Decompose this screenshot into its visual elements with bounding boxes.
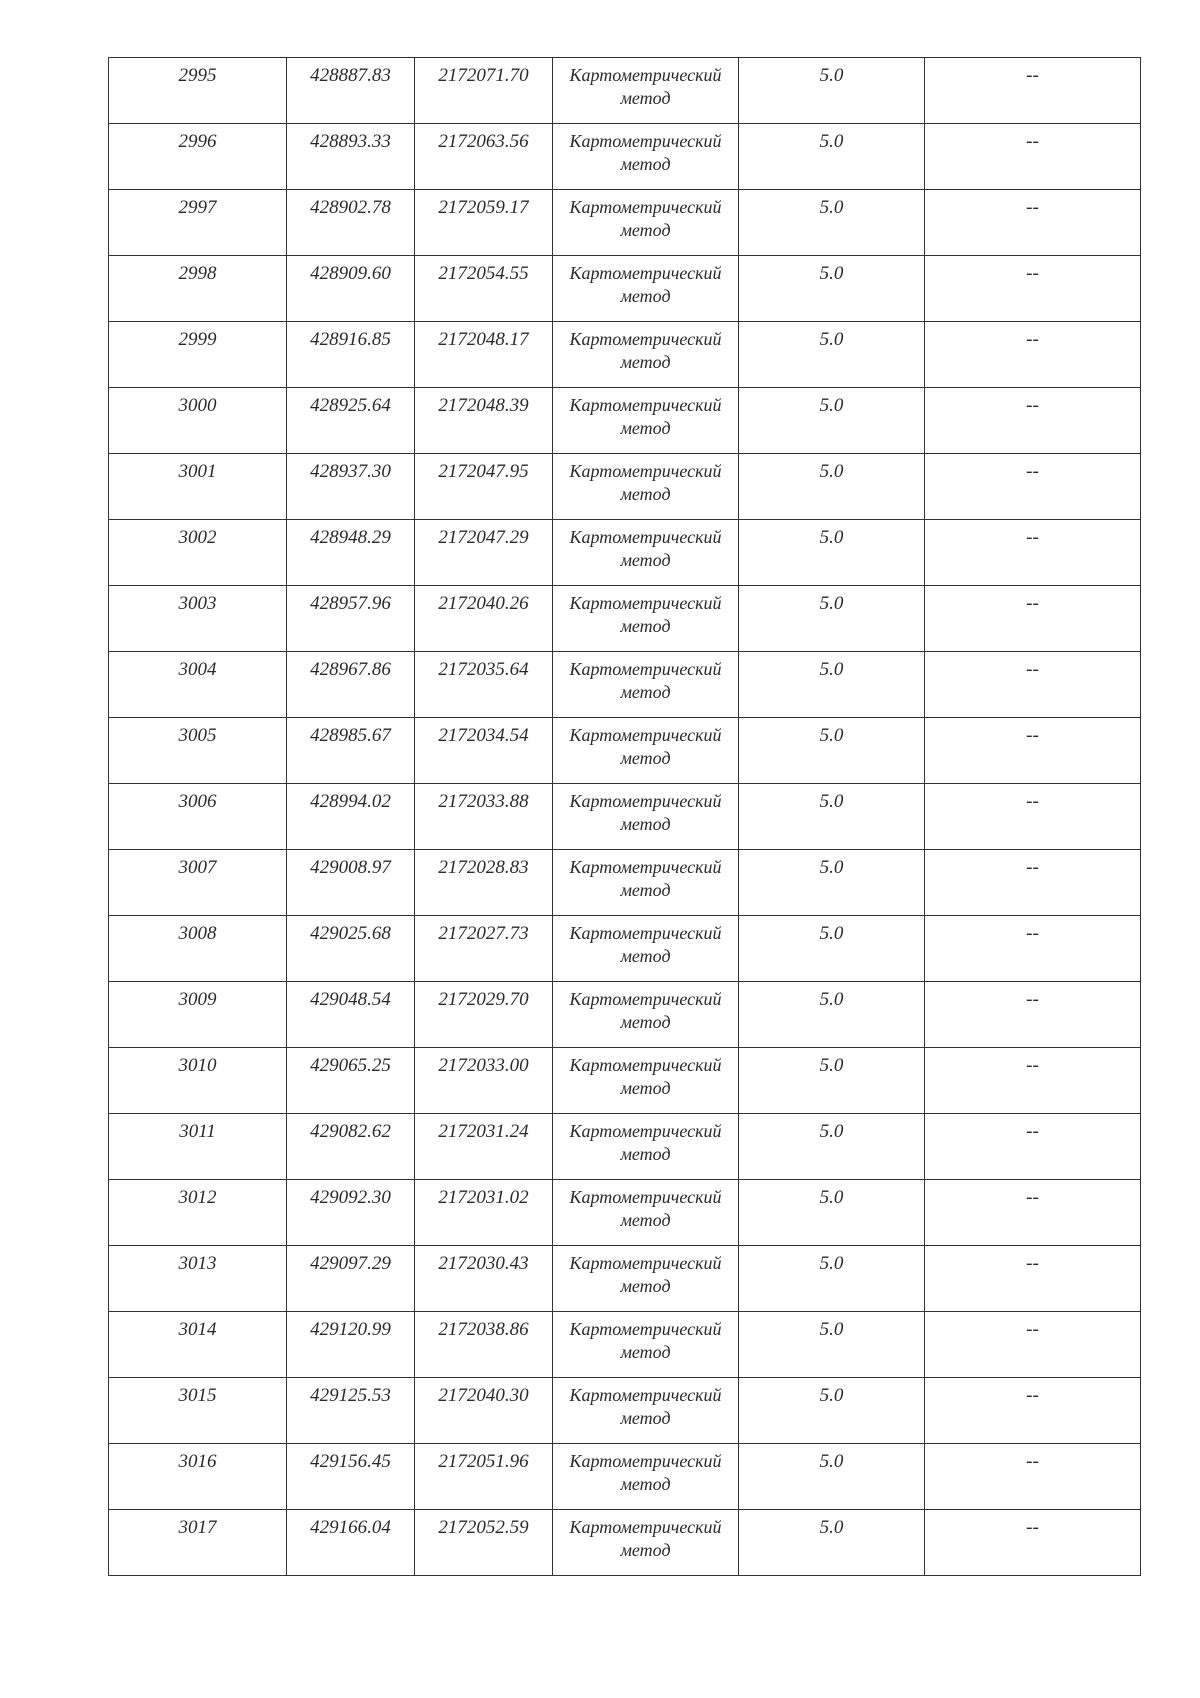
point-number-cell: 3005 (109, 718, 287, 784)
note-cell: -- (925, 586, 1141, 652)
accuracy-cell: 5.0 (739, 784, 925, 850)
x-coordinate-cell: 428916.85 (287, 322, 415, 388)
note-cell: -- (925, 1378, 1141, 1444)
y-coordinate-cell: 2172027.73 (415, 916, 553, 982)
table-row (109, 850, 1141, 916)
table-row (109, 718, 1141, 784)
table-row (109, 190, 1141, 256)
point-number-cell: 3001 (109, 454, 287, 520)
table-row (109, 1312, 1141, 1378)
point-number-cell: 3010 (109, 1048, 287, 1114)
note-cell: -- (925, 520, 1141, 586)
x-coordinate-cell: 429125.53 (287, 1378, 415, 1444)
x-coordinate-cell: 429048.54 (287, 982, 415, 1048)
method-cell: Картометрический метод (553, 718, 739, 784)
y-coordinate-cell: 2172033.88 (415, 784, 553, 850)
y-coordinate-cell: 2172071.70 (415, 58, 553, 124)
x-coordinate-cell: 429065.25 (287, 1048, 415, 1114)
note-cell: -- (925, 124, 1141, 190)
method-cell: Картометрический метод (553, 1048, 739, 1114)
accuracy-cell: 5.0 (739, 520, 925, 586)
table-row (109, 1378, 1141, 1444)
y-coordinate-cell: 2172035.64 (415, 652, 553, 718)
method-cell: Картометрический метод (553, 322, 739, 388)
point-number-cell: 3017 (109, 1510, 287, 1576)
point-number-cell: 3002 (109, 520, 287, 586)
y-coordinate-cell: 2172047.29 (415, 520, 553, 586)
x-coordinate-cell: 428994.02 (287, 784, 415, 850)
table-row (109, 388, 1141, 454)
method-cell: Картометрический метод (553, 124, 739, 190)
note-cell: -- (925, 1114, 1141, 1180)
x-coordinate-cell: 428967.86 (287, 652, 415, 718)
table-row (109, 520, 1141, 586)
y-coordinate-cell: 2172059.17 (415, 190, 553, 256)
accuracy-cell: 5.0 (739, 454, 925, 520)
point-number-cell: 2996 (109, 124, 287, 190)
table-row (109, 1510, 1141, 1576)
point-number-cell: 3011 (109, 1114, 287, 1180)
table-row (109, 916, 1141, 982)
method-cell: Картометрический метод (553, 916, 739, 982)
x-coordinate-cell: 428902.78 (287, 190, 415, 256)
method-cell: Картометрический метод (553, 1180, 739, 1246)
y-coordinate-cell: 2172030.43 (415, 1246, 553, 1312)
note-cell: -- (925, 58, 1141, 124)
y-coordinate-cell: 2172034.54 (415, 718, 553, 784)
x-coordinate-cell: 428948.29 (287, 520, 415, 586)
note-cell: -- (925, 1246, 1141, 1312)
y-coordinate-cell: 2172033.00 (415, 1048, 553, 1114)
method-cell: Картометрический метод (553, 388, 739, 454)
table-row (109, 1048, 1141, 1114)
method-cell: Картометрический метод (553, 586, 739, 652)
x-coordinate-cell: 428893.33 (287, 124, 415, 190)
accuracy-cell: 5.0 (739, 850, 925, 916)
method-cell: Картометрический метод (553, 1114, 739, 1180)
method-cell: Картометрический метод (553, 1510, 739, 1576)
y-coordinate-cell: 2172052.59 (415, 1510, 553, 1576)
x-coordinate-cell: 429120.99 (287, 1312, 415, 1378)
note-cell: -- (925, 190, 1141, 256)
note-cell: -- (925, 850, 1141, 916)
method-cell: Картометрический метод (553, 1444, 739, 1510)
accuracy-cell: 5.0 (739, 1444, 925, 1510)
table-row (109, 124, 1141, 190)
table-row (109, 58, 1141, 124)
point-number-cell: 3009 (109, 982, 287, 1048)
y-coordinate-cell: 2172040.30 (415, 1378, 553, 1444)
note-cell: -- (925, 982, 1141, 1048)
y-coordinate-cell: 2172038.86 (415, 1312, 553, 1378)
x-coordinate-cell: 428925.64 (287, 388, 415, 454)
x-coordinate-cell: 428909.60 (287, 256, 415, 322)
accuracy-cell: 5.0 (739, 190, 925, 256)
method-cell: Картометрический метод (553, 1378, 739, 1444)
x-coordinate-cell: 428937.30 (287, 454, 415, 520)
accuracy-cell: 5.0 (739, 916, 925, 982)
accuracy-cell: 5.0 (739, 124, 925, 190)
table-row (109, 454, 1141, 520)
note-cell: -- (925, 718, 1141, 784)
method-cell: Картометрический метод (553, 454, 739, 520)
x-coordinate-cell: 429082.62 (287, 1114, 415, 1180)
y-coordinate-cell: 2172047.95 (415, 454, 553, 520)
x-coordinate-cell: 429025.68 (287, 916, 415, 982)
table-row (109, 1444, 1141, 1510)
accuracy-cell: 5.0 (739, 718, 925, 784)
accuracy-cell: 5.0 (739, 1246, 925, 1312)
accuracy-cell: 5.0 (739, 1048, 925, 1114)
method-cell: Картометрический метод (553, 652, 739, 718)
accuracy-cell: 5.0 (739, 652, 925, 718)
accuracy-cell: 5.0 (739, 1180, 925, 1246)
table-row (109, 1246, 1141, 1312)
point-number-cell: 3007 (109, 850, 287, 916)
note-cell: -- (925, 1048, 1141, 1114)
table-row (109, 256, 1141, 322)
method-cell: Картометрический метод (553, 520, 739, 586)
point-number-cell: 3012 (109, 1180, 287, 1246)
note-cell: -- (925, 322, 1141, 388)
point-number-cell: 3003 (109, 586, 287, 652)
x-coordinate-cell: 429097.29 (287, 1246, 415, 1312)
point-number-cell: 3013 (109, 1246, 287, 1312)
note-cell: -- (925, 652, 1141, 718)
method-cell: Картометрический метод (553, 1312, 739, 1378)
point-number-cell: 3004 (109, 652, 287, 718)
coordinates-table-body (109, 58, 1141, 1576)
point-number-cell: 3015 (109, 1378, 287, 1444)
method-cell: Картометрический метод (553, 190, 739, 256)
table-row (109, 586, 1141, 652)
note-cell: -- (925, 1312, 1141, 1378)
y-coordinate-cell: 2172051.96 (415, 1444, 553, 1510)
x-coordinate-cell: 429008.97 (287, 850, 415, 916)
x-coordinate-cell: 429166.04 (287, 1510, 415, 1576)
note-cell: -- (925, 256, 1141, 322)
x-coordinate-cell: 428985.67 (287, 718, 415, 784)
accuracy-cell: 5.0 (739, 1378, 925, 1444)
method-cell: Картометрический метод (553, 784, 739, 850)
x-coordinate-cell: 429156.45 (287, 1444, 415, 1510)
note-cell: -- (925, 916, 1141, 982)
y-coordinate-cell: 2172028.83 (415, 850, 553, 916)
point-number-cell: 3006 (109, 784, 287, 850)
table-row (109, 982, 1141, 1048)
point-number-cell: 3000 (109, 388, 287, 454)
accuracy-cell: 5.0 (739, 322, 925, 388)
table-row (109, 784, 1141, 850)
method-cell: Картометрический метод (553, 850, 739, 916)
point-number-cell: 3008 (109, 916, 287, 982)
table-row (109, 1114, 1141, 1180)
point-number-cell: 2998 (109, 256, 287, 322)
accuracy-cell: 5.0 (739, 982, 925, 1048)
x-coordinate-cell: 429092.30 (287, 1180, 415, 1246)
x-coordinate-cell: 428887.83 (287, 58, 415, 124)
y-coordinate-cell: 2172063.56 (415, 124, 553, 190)
accuracy-cell: 5.0 (739, 256, 925, 322)
point-number-cell: 2995 (109, 58, 287, 124)
table-row (109, 1180, 1141, 1246)
accuracy-cell: 5.0 (739, 58, 925, 124)
coordinates-table (108, 57, 1141, 1576)
method-cell: Картометрический метод (553, 982, 739, 1048)
accuracy-cell: 5.0 (739, 388, 925, 454)
table-row (109, 322, 1141, 388)
y-coordinate-cell: 2172031.02 (415, 1180, 553, 1246)
point-number-cell: 3016 (109, 1444, 287, 1510)
accuracy-cell: 5.0 (739, 1312, 925, 1378)
y-coordinate-cell: 2172054.55 (415, 256, 553, 322)
note-cell: -- (925, 454, 1141, 520)
point-number-cell: 3014 (109, 1312, 287, 1378)
point-number-cell: 2997 (109, 190, 287, 256)
accuracy-cell: 5.0 (739, 586, 925, 652)
note-cell: -- (925, 1510, 1141, 1576)
note-cell: -- (925, 1180, 1141, 1246)
method-cell: Картометрический метод (553, 58, 739, 124)
method-cell: Картометрический метод (553, 256, 739, 322)
note-cell: -- (925, 784, 1141, 850)
y-coordinate-cell: 2172029.70 (415, 982, 553, 1048)
method-cell: Картометрический метод (553, 1246, 739, 1312)
y-coordinate-cell: 2172031.24 (415, 1114, 553, 1180)
y-coordinate-cell: 2172040.26 (415, 586, 553, 652)
table-row (109, 652, 1141, 718)
point-number-cell: 2999 (109, 322, 287, 388)
accuracy-cell: 5.0 (739, 1114, 925, 1180)
y-coordinate-cell: 2172048.39 (415, 388, 553, 454)
y-coordinate-cell: 2172048.17 (415, 322, 553, 388)
note-cell: -- (925, 1444, 1141, 1510)
x-coordinate-cell: 428957.96 (287, 586, 415, 652)
note-cell: -- (925, 388, 1141, 454)
accuracy-cell: 5.0 (739, 1510, 925, 1576)
